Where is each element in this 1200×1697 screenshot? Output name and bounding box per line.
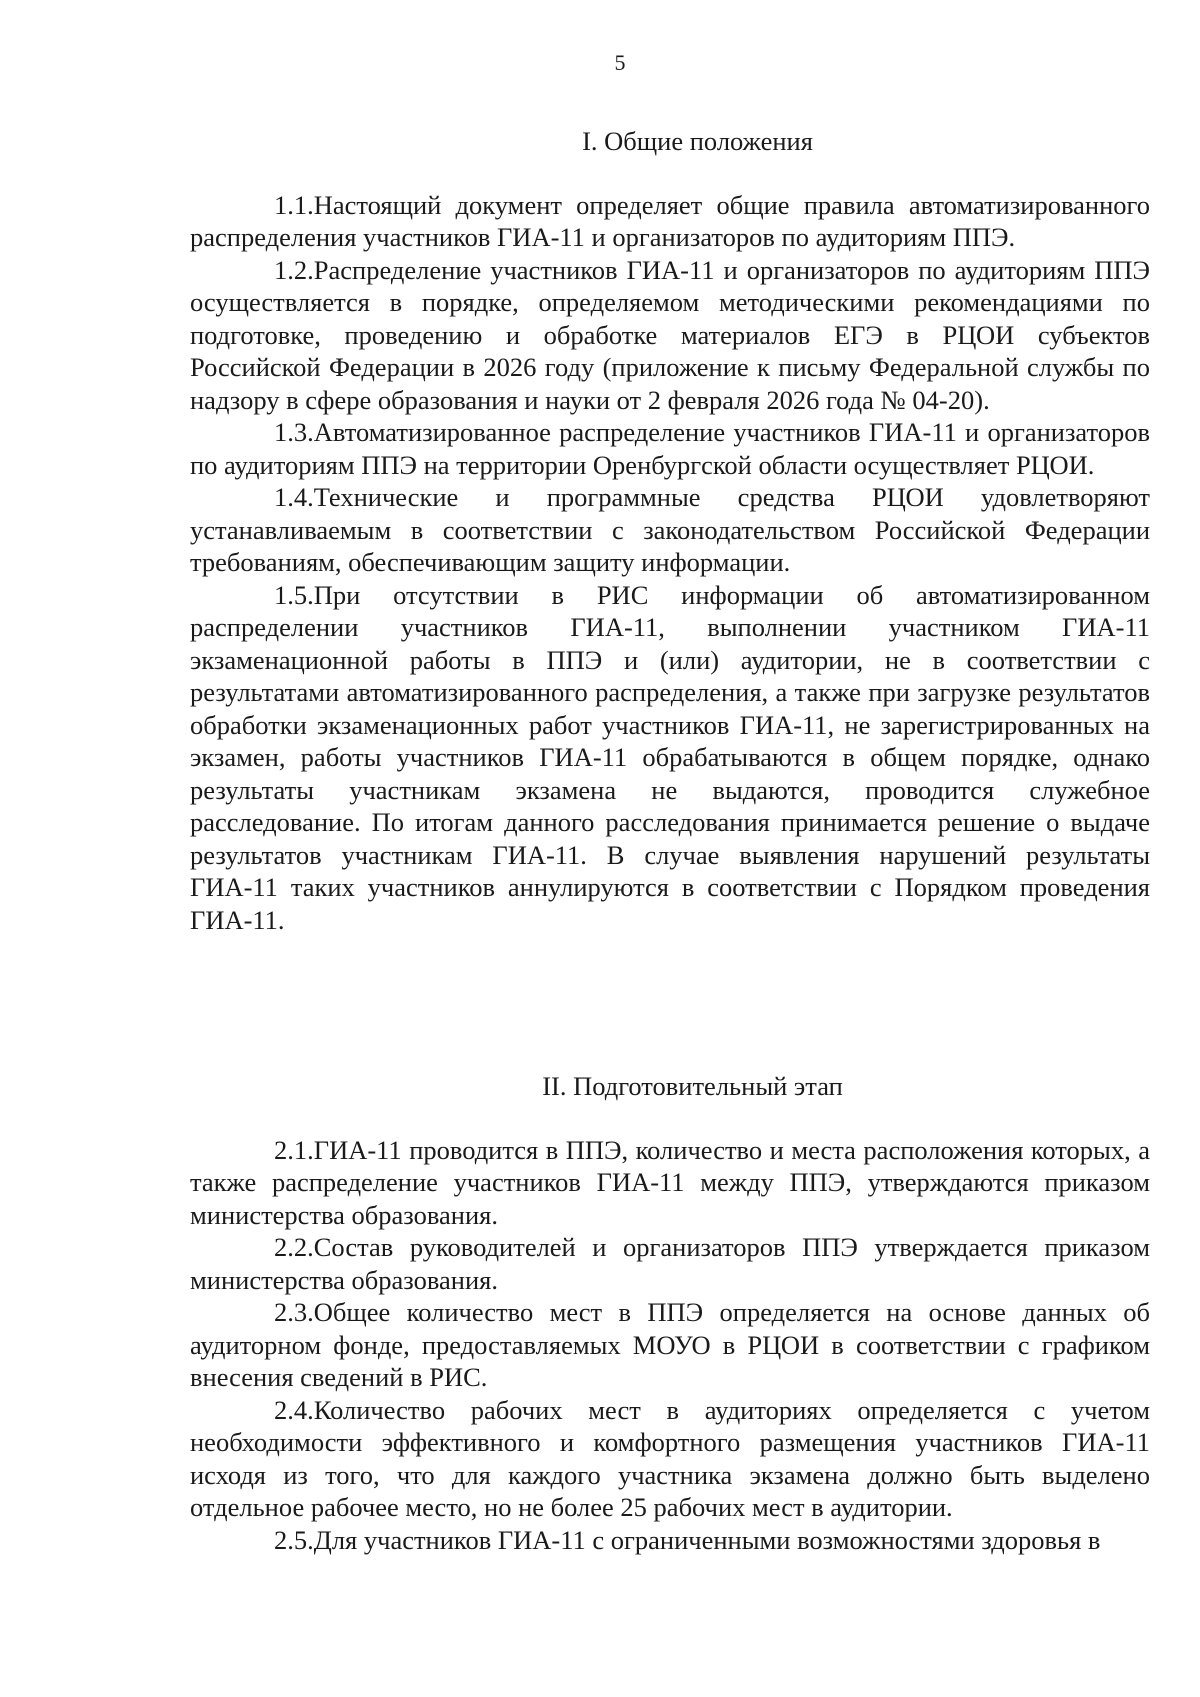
paragraph-number: 1.4. — [274, 482, 314, 512]
paragraph-text: Состав руководителей и организаторов ППЭ утверждается приказом министерства образования. — [190, 1232, 1150, 1295]
paragraph-2-2 — [190, 1231, 1150, 1296]
paragraph-number: 2.1. — [274, 1134, 314, 1165]
paragraph-text: Общее количество мест в ППЭ определяется на основе данных об аудиторном фонде, предоставляемых МОУО в РЦОИ в соответствии с графиком внесения сведений в РИС. — [190, 1297, 1150, 1392]
page-number: 5 — [614, 50, 626, 75]
paragraph-2-1 — [190, 1134, 1150, 1232]
paragraph-text: Настоящий документ определяет общие правила автоматизированного распределения участников ГИА-11 и организаторов по аудиториям ППЭ. — [190, 189, 1150, 252]
paragraph-text: ГИА-11 проводится в ППЭ, количество и места расположения которых, а также распределение участников ГИА-11 между ППЭ, утверждаются приказом министерства образования. — [190, 1134, 1150, 1230]
paragraph-1-5 — [190, 579, 1150, 937]
section-title: II. Подготовительный этап — [542, 1071, 843, 1101]
section-preparatory-stage — [190, 1070, 1150, 1556]
paragraph-text: Для участников ГИА-11 с ограниченными возможностями здоровья в — [313, 1524, 1101, 1555]
paragraph-2-4 — [190, 1394, 1150, 1524]
paragraph-1-1 — [190, 189, 1150, 254]
paragraph-2-3 — [190, 1296, 1150, 1394]
paragraph-text: Технические и программные средства РЦОИ удовлетворяют устанавливаемым в соответствии с законодательством Российской Федерации требованиям, обеспечивающим защиту информации. — [190, 482, 1150, 577]
paragraph-number: 2.5. — [274, 1524, 314, 1555]
paragraph-1-3 — [190, 416, 1150, 481]
paragraph-number: 2.2. — [274, 1232, 314, 1262]
paragraph-text: Автоматизированное распределение участников ГИА-11 и организаторов по аудиториям ППЭ на территории Оренбургской области осуществляет РЦОИ. — [190, 417, 1150, 480]
paragraph-text: Распределение участников ГИА-11 и организаторов по аудиториям ППЭ осуществляется в порядке, определяемом методическими рекомендациями по подготовке, проведению и обработке материалов ЕГЭ в РЦОИ субъектов Российской Федерации в 2026 году (приложение к письму Федеральной службы по надзору в сфере образования и науки от 2 февраля 2026 года № 04-20). — [190, 254, 1150, 415]
section-general-provisions — [190, 125, 1150, 936]
paragraph-1-4 — [190, 481, 1150, 579]
paragraph-number: 2.4. — [274, 1394, 314, 1425]
paragraph-text: При отсутствии в РИС информации об автоматизированном распределении участников ГИА-11, выполнении участником ГИА-11 экзаменационной работы в ППЭ и (или) аудитории, не в соответствии с результатами автоматизированного распределения, а также при загрузке результатов обработки экзаменационных работ участников ГИА-11, не зарегистрированных на экзамен, работы участников ГИА-11 обрабатываются в общем порядке, однако результаты участникам экзамена не выдаются, проводится служебное расследование. По итогам данного расследования принимается решение о выдаче результатов участникам ГИА-11. В случае выявления нарушений результаты ГИА-11 таких участников аннулируются в соответствии с Порядком проведения ГИА-11. — [190, 579, 1150, 935]
section-title: I. Общие положения — [582, 126, 813, 156]
paragraph-1-2 — [190, 254, 1150, 417]
paragraph-text: Количество рабочих мест в аудиториях определяется с учетом необходимости эффективного и комфортного размещения участников ГИА-11 исходя из того, что для каждого участника экзамена должно быть выделено отдельное рабочее место, но не более 25 рабочих мест в аудитории. — [190, 1394, 1150, 1522]
paragraph-number: 1.5. — [274, 579, 314, 610]
paragraph-number: 1.1. — [274, 189, 314, 220]
paragraph-number: 1.2. — [274, 254, 314, 285]
paragraph-number: 2.3. — [274, 1297, 314, 1327]
paragraph-2-5 — [190, 1524, 1150, 1557]
paragraph-number: 1.3. — [274, 417, 314, 447]
